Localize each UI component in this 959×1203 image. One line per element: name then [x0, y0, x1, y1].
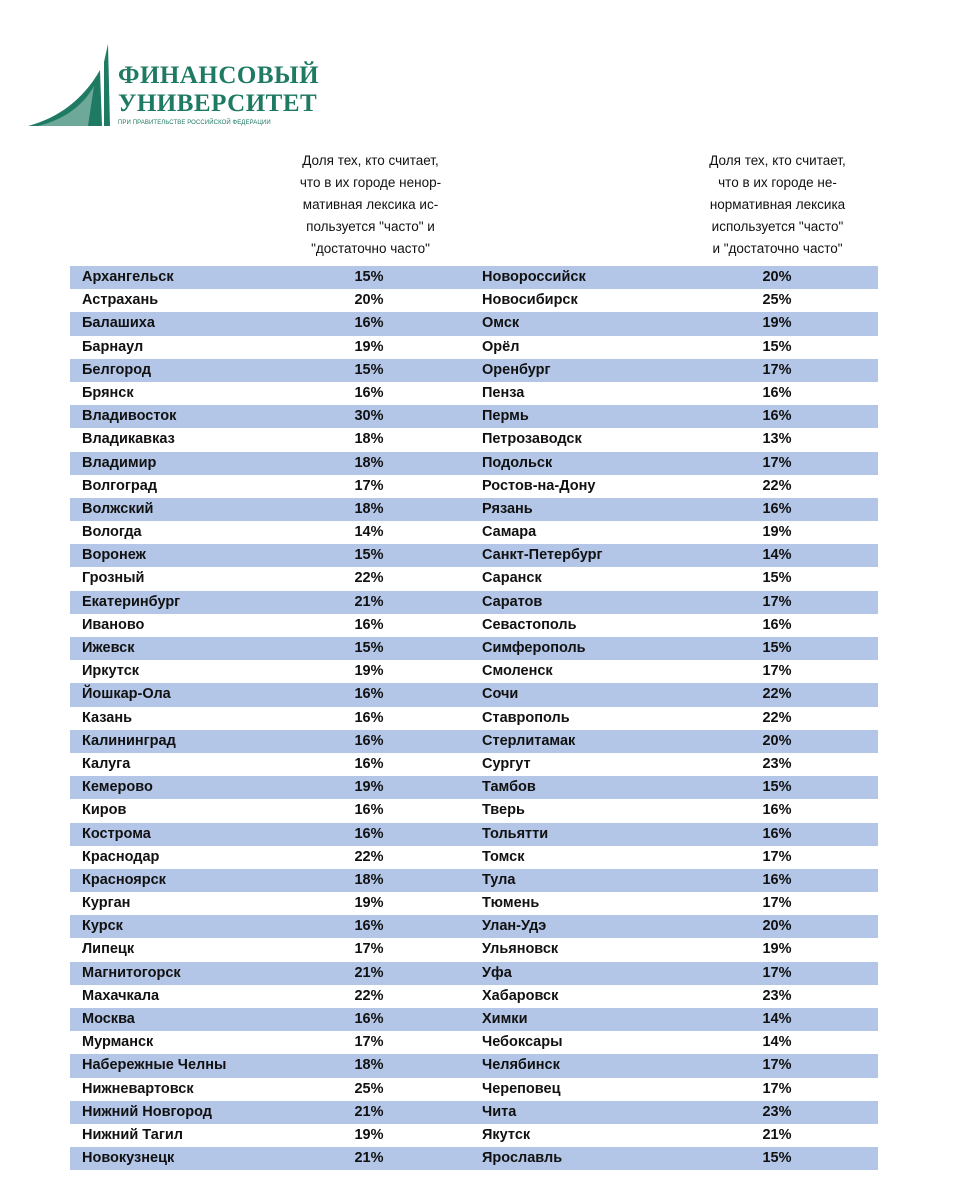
percent-left: 16% — [354, 315, 384, 332]
table-row — [70, 1054, 878, 1077]
percent-left: 22% — [354, 570, 384, 587]
table-row — [70, 1008, 878, 1031]
city-name-right: Ставрополь — [482, 709, 570, 726]
percent-right: 16% — [762, 616, 792, 633]
city-name-left: Киров — [82, 802, 127, 819]
percent-right: 14% — [762, 547, 792, 564]
percent-right: 19% — [762, 524, 792, 541]
city-name-left: Вологда — [82, 524, 142, 541]
table-row — [70, 707, 878, 730]
percent-right: 16% — [762, 384, 792, 401]
city-name-right: Петрозаводск — [482, 431, 582, 448]
city-name-right: Тула — [482, 871, 516, 888]
percent-right: 17% — [762, 895, 792, 912]
percent-left: 21% — [354, 1150, 384, 1167]
city-name-right: Новосибирск — [482, 292, 578, 309]
percent-right: 15% — [762, 779, 792, 796]
percent-right: 13% — [762, 431, 792, 448]
city-name-right: Череповец — [482, 1080, 561, 1097]
percent-left: 19% — [354, 1126, 384, 1143]
table-row — [70, 266, 878, 289]
percent-left: 16% — [354, 825, 384, 842]
table-row — [70, 428, 878, 451]
city-name-left: Кострома — [82, 825, 151, 842]
city-name-left: Волжский — [82, 500, 154, 517]
city-name-left: Владикавказ — [82, 431, 175, 448]
city-name-right: Санкт-Петербург — [482, 547, 603, 564]
city-name-right: Хабаровск — [482, 987, 559, 1004]
city-name-left: Астрахань — [82, 292, 159, 309]
table-row — [70, 336, 878, 359]
city-name-left: Набережные Челны — [82, 1057, 227, 1074]
table-row — [70, 382, 878, 405]
city-name-right: Стерлитамак — [482, 732, 576, 749]
table-row — [70, 869, 878, 892]
percent-left: 18% — [354, 431, 384, 448]
percent-left: 30% — [354, 408, 384, 425]
city-name-right: Тольятти — [482, 825, 549, 842]
city-name-left: Владивосток — [82, 408, 177, 425]
percent-right: 19% — [762, 315, 792, 332]
city-name-left: Барнаул — [82, 338, 144, 355]
table-row — [70, 1078, 878, 1101]
percent-right: 16% — [762, 802, 792, 819]
percent-left: 15% — [354, 269, 384, 285]
city-name-left: Липецк — [82, 941, 135, 958]
city-name-left: Мурманск — [82, 1034, 154, 1051]
city-name-right: Орёл — [482, 338, 520, 355]
percent-right: 14% — [762, 1011, 792, 1027]
percent-right: 23% — [762, 987, 792, 1004]
city-name-right: Тюмень — [482, 895, 540, 912]
percent-right: 16% — [762, 825, 792, 842]
table-row — [70, 521, 878, 544]
table-row — [70, 1101, 878, 1124]
table-row — [70, 938, 878, 961]
table-row — [70, 312, 878, 335]
percent-left: 19% — [354, 338, 384, 355]
percent-left: 25% — [354, 1080, 384, 1097]
percent-left: 16% — [354, 918, 384, 935]
percent-left: 20% — [354, 292, 384, 309]
city-name-left: Иваново — [82, 616, 145, 633]
city-name-left: Екатеринбург — [82, 593, 181, 610]
city-name-right: Саранск — [482, 570, 542, 587]
city-name-left: Грозный — [82, 570, 145, 587]
city-name-left: Балашиха — [82, 315, 155, 332]
table-row — [70, 567, 878, 590]
city-name-left: Ижевск — [82, 640, 135, 656]
percent-left: 18% — [354, 1057, 384, 1074]
table-row — [70, 544, 878, 567]
city-name-left: Новокузнецк — [82, 1150, 175, 1167]
percent-right: 16% — [762, 500, 792, 517]
percent-right: 22% — [762, 477, 792, 494]
city-name-left: Архангельск — [82, 269, 174, 285]
city-name-left: Калининград — [82, 732, 176, 749]
city-name-left: Волгоград — [82, 477, 158, 494]
percent-right: 17% — [762, 964, 792, 981]
percent-right: 16% — [762, 408, 792, 425]
percent-left: 16% — [354, 802, 384, 819]
city-name-left: Владимир — [82, 454, 157, 471]
percent-right: 20% — [762, 269, 792, 285]
table-row — [70, 405, 878, 428]
city-name-left: Кемерово — [82, 779, 153, 796]
percent-right: 17% — [762, 454, 792, 471]
city-name-left: Нижневартовск — [82, 1080, 194, 1097]
city-name-right: Новороссийск — [482, 269, 586, 285]
percent-left: 19% — [354, 895, 384, 912]
city-name-left: Москва — [82, 1011, 135, 1027]
percent-left: 15% — [354, 361, 384, 378]
table-row — [70, 359, 878, 382]
percent-right: 25% — [762, 292, 792, 309]
percent-right: 19% — [762, 941, 792, 958]
percent-right: 17% — [762, 361, 792, 378]
logo-title-line2: УНИВЕРСИТЕТ — [118, 90, 318, 117]
city-name-right: Химки — [482, 1011, 528, 1027]
percent-right: 23% — [762, 755, 792, 772]
table-row — [70, 1124, 878, 1147]
table-row — [70, 846, 878, 869]
percent-right: 21% — [762, 1126, 792, 1143]
table-row — [70, 614, 878, 637]
table-row — [70, 985, 878, 1008]
table-row — [70, 962, 878, 985]
city-name-right: Ярославль — [482, 1150, 563, 1167]
city-name-right: Сургут — [482, 755, 531, 772]
percent-right: 20% — [762, 918, 792, 935]
city-name-right: Симферополь — [482, 640, 586, 656]
logo — [28, 40, 328, 135]
city-name-right: Саратов — [482, 593, 543, 610]
city-name-right: Пенза — [482, 384, 525, 401]
percent-right: 22% — [762, 686, 792, 703]
percent-left: 15% — [354, 547, 384, 564]
percent-right: 15% — [762, 640, 792, 656]
percent-left: 17% — [354, 941, 384, 958]
percent-left: 16% — [354, 732, 384, 749]
city-name-right: Чита — [482, 1103, 517, 1120]
city-name-right: Рязань — [482, 500, 533, 517]
logo-emblem-icon — [28, 40, 118, 130]
table-row — [70, 637, 878, 660]
percent-right: 15% — [762, 338, 792, 355]
percent-left: 16% — [354, 616, 384, 633]
city-name-left: Йошкар-Ола — [82, 686, 171, 703]
percent-left: 16% — [354, 686, 384, 703]
table-row — [70, 452, 878, 475]
percent-left: 15% — [354, 640, 384, 656]
percent-left: 21% — [354, 964, 384, 981]
percent-left: 22% — [354, 987, 384, 1004]
city-name-right: Севастополь — [482, 616, 577, 633]
percent-right: 23% — [762, 1103, 792, 1120]
percent-right: 14% — [762, 1034, 792, 1051]
city-name-right: Пермь — [482, 408, 529, 425]
percent-right: 17% — [762, 593, 792, 610]
city-name-right: Якутск — [482, 1126, 531, 1143]
city-name-left: Брянск — [82, 384, 134, 401]
city-name-right: Сочи — [482, 686, 519, 703]
city-name-left: Белгород — [82, 361, 152, 378]
city-name-left: Воронеж — [82, 547, 146, 564]
percent-right: 20% — [762, 732, 792, 749]
percent-left: 19% — [354, 663, 384, 680]
city-name-right: Омск — [482, 315, 520, 332]
percent-left: 22% — [354, 848, 384, 865]
percent-right: 15% — [762, 570, 792, 587]
percent-right: 17% — [762, 1057, 792, 1074]
city-name-right: Ростов-на-Дону — [482, 477, 596, 494]
percent-left: 16% — [354, 384, 384, 401]
logo-title-line1: ФИНАНСОВЫЙ — [118, 62, 320, 89]
percent-right: 17% — [762, 663, 792, 680]
percent-right: 16% — [762, 871, 792, 888]
city-name-right: Уфа — [482, 964, 512, 981]
city-name-right: Тамбов — [482, 779, 536, 796]
percent-right: 17% — [762, 1080, 792, 1097]
city-name-right: Челябинск — [482, 1057, 560, 1074]
city-name-right: Смоленск — [482, 663, 553, 680]
table-row — [70, 498, 878, 521]
table-row — [70, 776, 878, 799]
city-name-right: Чебоксары — [482, 1034, 563, 1051]
percent-left: 18% — [354, 500, 384, 517]
city-name-right: Подольск — [482, 454, 553, 471]
table-row — [70, 823, 878, 846]
percent-right: 15% — [762, 1150, 792, 1167]
percent-left: 18% — [354, 871, 384, 888]
city-name-left: Махачкала — [82, 987, 160, 1004]
city-name-left: Красноярск — [82, 871, 166, 888]
table-row — [70, 892, 878, 915]
table-row — [70, 1031, 878, 1054]
city-name-left: Магнитогорск — [82, 964, 181, 981]
city-table — [70, 266, 878, 1170]
percent-right: 17% — [762, 848, 792, 865]
city-name-left: Курск — [82, 918, 123, 935]
logo-subtitle: ПРИ ПРАВИТЕЛЬСТВЕ РОССИЙСКОЙ ФЕДЕРАЦИИ — [118, 120, 271, 126]
percent-left: 21% — [354, 593, 384, 610]
city-name-left: Нижний Новгород — [82, 1103, 212, 1120]
table-row — [70, 730, 878, 753]
percent-left: 17% — [354, 1034, 384, 1051]
column-header-left: Доля тех, кто считает, что в их городе ненор- мативная лексика ис- пользуется "часто" и "достаточно часто" — [299, 153, 442, 256]
column-header-right: Доля тех, кто считает, что в их городе не- нормативная лексика используется "часто" и "достаточно часто" — [709, 153, 846, 256]
percent-left: 14% — [354, 524, 384, 541]
table-row — [70, 799, 878, 822]
table-row — [70, 683, 878, 706]
city-name-right: Оренбург — [482, 361, 551, 378]
table-row — [70, 289, 878, 312]
percent-left: 16% — [354, 1011, 384, 1027]
city-name-right: Томск — [482, 848, 525, 865]
city-name-left: Курган — [82, 895, 131, 912]
table-row — [70, 475, 878, 498]
city-name-left: Калуга — [82, 755, 131, 772]
city-name-left: Казань — [82, 709, 133, 726]
percent-left: 19% — [354, 779, 384, 796]
city-name-left: Нижний Тагил — [82, 1126, 184, 1143]
city-name-left: Иркутск — [82, 663, 140, 680]
percent-left: 16% — [354, 755, 384, 772]
table-row — [70, 753, 878, 776]
percent-right: 22% — [762, 709, 792, 726]
table-row — [70, 591, 878, 614]
city-name-right: Улан-Удэ — [482, 918, 547, 935]
city-name-right: Тверь — [482, 802, 525, 819]
city-name-right: Самара — [482, 524, 537, 541]
percent-left: 21% — [354, 1103, 384, 1120]
percent-left: 18% — [354, 454, 384, 471]
city-name-right: Ульяновск — [482, 941, 559, 958]
table-row — [70, 1147, 878, 1170]
percent-left: 17% — [354, 477, 384, 494]
table-row — [70, 915, 878, 938]
table-row — [70, 660, 878, 683]
city-name-left: Краснодар — [82, 848, 160, 865]
percent-left: 16% — [354, 709, 384, 726]
